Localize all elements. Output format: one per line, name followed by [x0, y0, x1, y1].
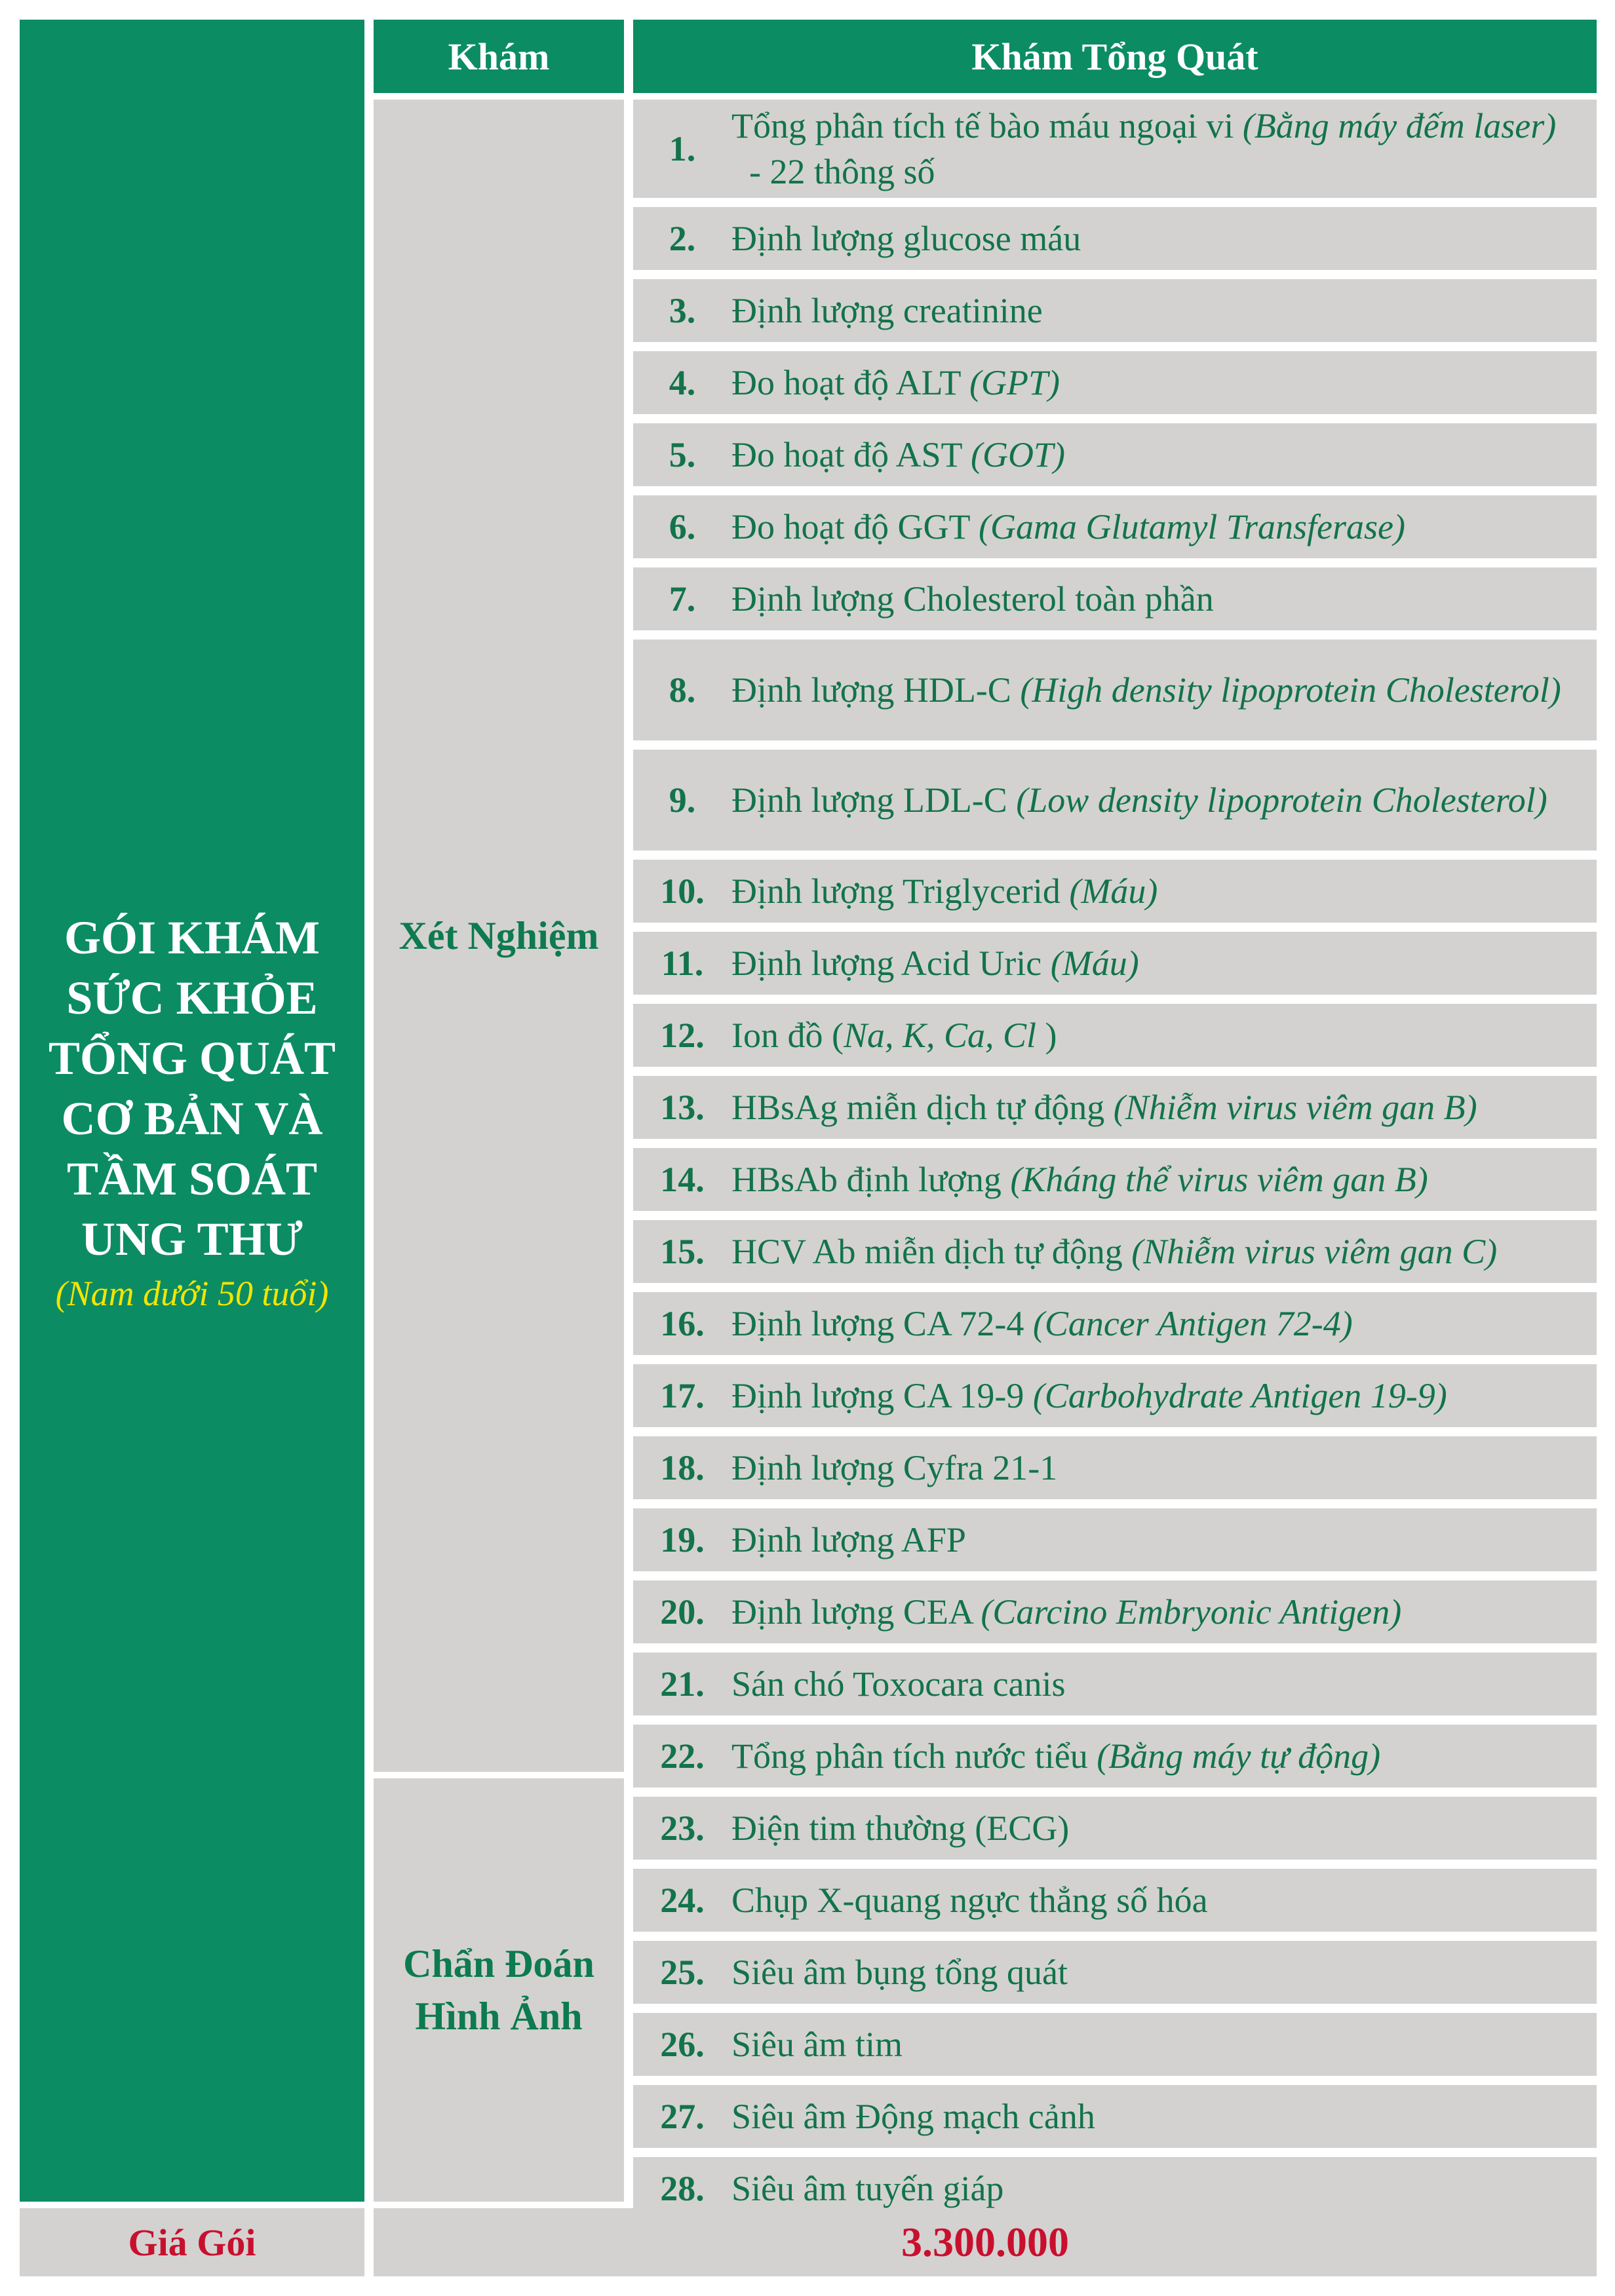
exam-item-name: Định lượng Cyfra 21-1	[731, 1448, 1058, 1487]
category-imaging-cell	[374, 1778, 624, 2202]
exam-item-note: (Low density lipoprotein Cholesterol)	[1016, 780, 1547, 820]
exam-item-text	[731, 940, 1597, 986]
exam-item-name: Sán chó Toxocara canis	[731, 1664, 1066, 1704]
exam-item-note: (Carcino Embryonic Antigen)	[981, 1592, 1402, 1632]
exam-item-row	[633, 1941, 1597, 2004]
exam-item-number: 17.	[660, 1376, 705, 1415]
exam-item-number: 27.	[660, 2097, 705, 2136]
exam-item-name: Siêu âm Động mạch cảnh	[731, 2097, 1095, 2136]
exam-item-row	[633, 932, 1597, 995]
exam-item-name: Siêu âm bụng tổng quát	[731, 1953, 1068, 1992]
exam-item-row	[633, 1076, 1597, 1139]
exam-item-row	[633, 279, 1597, 342]
exam-item-row	[633, 567, 1597, 630]
exam-item-name: Định lượng CA 19-9	[731, 1376, 1033, 1415]
exam-item-row	[633, 2085, 1597, 2148]
exam-item-row	[633, 640, 1597, 740]
exam-item-number: 15.	[660, 1232, 705, 1271]
exam-item-number: 18.	[660, 1448, 705, 1487]
exam-item-number: 26.	[660, 2025, 705, 2064]
exam-item-note: (Máu)	[1069, 871, 1158, 911]
price-value-cell	[374, 2208, 1597, 2276]
exam-item-text	[731, 1733, 1597, 1779]
exam-item-number: 5.	[669, 435, 696, 474]
exam-item-text	[731, 360, 1597, 406]
exam-item-row	[633, 1364, 1597, 1427]
exam-item-name: Đo hoạt độ AST	[731, 435, 971, 474]
header-general-cell	[633, 20, 1597, 93]
exam-item-number: 28.	[660, 2169, 705, 2208]
exam-item-number: 8.	[669, 670, 696, 710]
exam-item-name: Đo hoạt độ GGT	[731, 507, 979, 546]
package-title-line: TỔNG QUÁT	[48, 1032, 336, 1084]
exam-item-name: HBsAb định lượng	[731, 1160, 1011, 1199]
exam-item-text	[731, 777, 1597, 823]
exam-item-text	[731, 1805, 1597, 1851]
exam-item-row	[633, 423, 1597, 486]
exam-item-name: Siêu âm tuyến giáp	[731, 2169, 1004, 2208]
exam-item-number: 19.	[660, 1520, 705, 1559]
exam-item-row	[633, 1004, 1597, 1067]
exam-item-text	[731, 1517, 1597, 1563]
exam-item-name: Siêu âm tim	[731, 2025, 903, 2064]
category-lab-label: Xét Nghiệm	[399, 914, 599, 957]
exam-item-tail: - 22 thông số	[731, 152, 935, 191]
exam-item-number: 21.	[660, 1664, 705, 1704]
exam-item-text	[731, 2021, 1597, 2067]
category-lab-cell	[374, 100, 624, 1772]
exam-item-text	[731, 1373, 1597, 1419]
exam-item-name: Định lượng CEA	[731, 1592, 981, 1632]
exam-item-name: Định lượng Triglycerid	[731, 871, 1070, 911]
exam-item-name: HCV Ab miễn dịch tự động	[731, 1232, 1132, 1271]
exam-item-name: Định lượng creatinine	[731, 291, 1043, 330]
exam-item-note: (Gama Glutamyl Transferase)	[978, 507, 1405, 546]
exam-item-row	[633, 1220, 1597, 1283]
exam-item-row	[633, 351, 1597, 414]
exam-item-number: 9.	[669, 780, 696, 820]
exam-item-text	[731, 2166, 1597, 2211]
exam-item-name: Định lượng HDL-C	[731, 670, 1021, 710]
exam-item-number: 22.	[660, 1736, 705, 1776]
exam-item-text	[731, 1661, 1597, 1707]
exam-item-name: Định lượng LDL-C	[731, 780, 1017, 820]
exam-item-number: 4.	[669, 363, 696, 402]
exam-item-number: 14.	[660, 1160, 705, 1199]
price-value: 3.300.000	[901, 2219, 1069, 2265]
price-label-cell	[20, 2208, 364, 2276]
package-title-line: GÓI KHÁM	[64, 911, 320, 964]
package-title	[35, 908, 349, 1269]
exam-item-name: Chụp X-quang ngực thẳng số hóa	[731, 1881, 1208, 1920]
exam-item-row	[633, 1292, 1597, 1355]
exam-item-number: 7.	[669, 579, 696, 619]
exam-item-note: Na, K, Ca, Cl	[843, 1016, 1045, 1055]
exam-item-number: 11.	[661, 944, 704, 983]
exam-item-row	[633, 100, 1597, 198]
exam-item-row	[633, 1508, 1597, 1571]
exam-item-text	[731, 216, 1597, 261]
exam-item-number: 13.	[660, 1088, 705, 1127]
exam-item-text	[731, 288, 1597, 334]
exam-item-name: Đo hoạt độ ALT	[731, 363, 970, 402]
exam-item-name: Định lượng Acid Uric	[731, 944, 1051, 983]
exam-item-note: (Carbohydrate Antigen 19-9)	[1032, 1376, 1447, 1415]
exam-item-row	[633, 1725, 1597, 1788]
exam-item-row	[633, 1436, 1597, 1499]
exam-item-note: (Bằng máy đếm laser)	[1242, 106, 1557, 145]
exam-item-number: 2.	[669, 219, 696, 258]
exam-item-name: Ion đồ (	[731, 1016, 844, 1055]
exam-item-name: HBsAg miễn dịch tự động	[731, 1088, 1114, 1127]
exam-item-text	[731, 1084, 1597, 1130]
exam-item-note: (Bằng máy tự động)	[1097, 1736, 1381, 1776]
exam-item-tail: )	[1045, 1016, 1057, 1055]
package-subtitle: (Nam dưới 50 tuổi)	[55, 1274, 329, 1313]
exam-item-note: (GOT)	[971, 435, 1066, 474]
exam-item-row	[633, 1148, 1597, 1211]
exam-item-note: (GPT)	[969, 363, 1060, 402]
exam-item-text	[731, 1157, 1597, 1202]
exam-item-text	[731, 1012, 1597, 1058]
exam-item-text	[731, 1229, 1597, 1274]
exam-item-name: Định lượng AFP	[731, 1520, 966, 1559]
exam-item-number: 16.	[660, 1304, 705, 1343]
exam-item-row	[633, 1869, 1597, 1932]
package-title-line: UNG THƯ	[81, 1213, 303, 1265]
exam-item-name: Định lượng glucose máu	[731, 219, 1081, 258]
exam-item-text	[731, 103, 1597, 195]
exam-item-number: 6.	[669, 507, 696, 546]
header-exam-label: Khám	[448, 35, 550, 78]
exam-item-row	[633, 1653, 1597, 1715]
header-exam-cell	[374, 20, 624, 93]
package-title-line: CƠ BẢN VÀ	[61, 1092, 323, 1145]
exam-item-note: (Máu)	[1050, 944, 1139, 983]
exam-item-name: Tổng phân tích nước tiểu	[731, 1736, 1097, 1776]
exam-item-number: 20.	[660, 1592, 705, 1632]
package-cell	[20, 20, 364, 2202]
exam-item-text	[731, 1301, 1597, 1347]
exam-item-row	[633, 750, 1597, 851]
header-general-label: Khám Tổng Quát	[971, 35, 1258, 78]
category-imaging-label-line1: Chẩn Đoán	[403, 1942, 594, 1985]
exam-item-text	[731, 576, 1597, 622]
exam-item-text	[731, 504, 1597, 550]
exam-item-text	[731, 1445, 1597, 1491]
exam-item-name: Tổng phân tích tế bào máu ngoại vi	[731, 106, 1243, 145]
exam-item-note: (Nhiễm virus viêm gan B)	[1113, 1088, 1477, 1127]
exam-item-row	[633, 2013, 1597, 2076]
exam-item-text	[731, 868, 1597, 914]
exam-item-row	[633, 860, 1597, 923]
exam-item-name: Định lượng CA 72-4	[731, 1304, 1033, 1343]
exam-item-note: (Kháng thể virus viêm gan B)	[1010, 1160, 1428, 1199]
exam-item-note: (High density lipoprotein Cholesterol)	[1020, 670, 1561, 710]
exam-item-number: 12.	[660, 1016, 705, 1055]
exam-item-text	[731, 1877, 1597, 1923]
exam-item-text	[731, 2094, 1597, 2139]
exam-item-text	[731, 667, 1597, 713]
exam-item-row	[633, 1580, 1597, 1643]
exam-item-note: (Nhiễm virus viêm gan C)	[1131, 1232, 1498, 1271]
exam-item-number: 23.	[660, 1808, 705, 1848]
exam-item-number: 10.	[660, 871, 705, 911]
exam-item-number: 1.	[669, 129, 696, 168]
exam-item-text	[731, 432, 1597, 478]
exam-item-number: 25.	[660, 1953, 705, 1992]
package-title-line: SỨC KHỎE	[66, 972, 318, 1024]
exam-item-name: Định lượng Cholesterol toàn phần	[731, 579, 1214, 619]
category-imaging-label-line2: Hình Ảnh	[415, 1995, 583, 2038]
exam-item-number: 3.	[669, 291, 696, 330]
exam-item-text	[731, 1949, 1597, 1995]
exam-item-row	[633, 495, 1597, 558]
exam-item-number: 24.	[660, 1881, 705, 1920]
exam-item-name: Điện tim thường (ECG)	[731, 1808, 1070, 1848]
price-label: Giá Gói	[128, 2221, 256, 2264]
exam-item-note: (Cancer Antigen 72-4)	[1032, 1304, 1353, 1343]
exam-item-row	[633, 207, 1597, 270]
exam-item-text	[731, 1589, 1597, 1635]
exam-item-row	[633, 1797, 1597, 1860]
package-title-line: TẦM SOÁT	[66, 1153, 318, 1205]
